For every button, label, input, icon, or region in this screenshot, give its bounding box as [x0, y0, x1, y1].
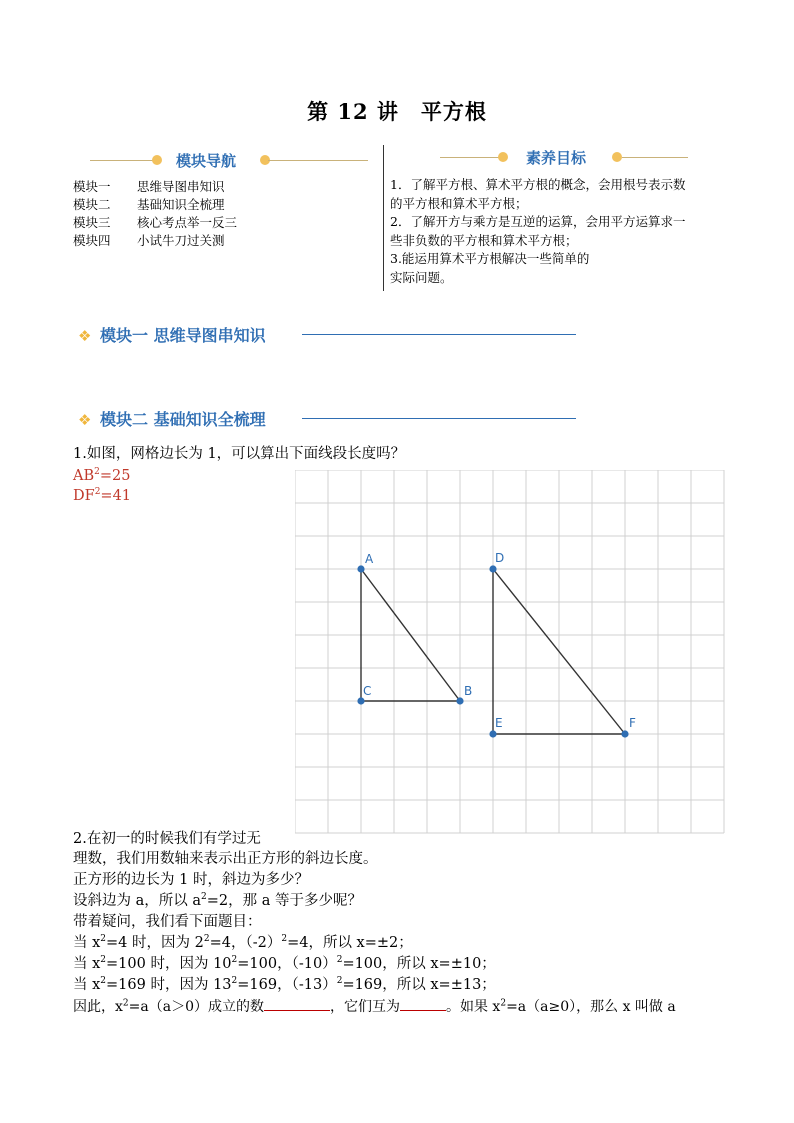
superscript: 2 — [281, 934, 288, 945]
nav-item[interactable] — [73, 178, 237, 196]
text: =4，（-2） — [209, 935, 282, 951]
answer-df — [73, 486, 131, 506]
answer-text: DF — [73, 488, 95, 504]
superscript: 2 — [100, 934, 107, 945]
question-2-line — [73, 954, 496, 974]
text: =a（a＞0）成立的数 — [128, 999, 264, 1015]
nav-item-key: 模块三 — [73, 215, 111, 230]
text: 因此，x — [73, 999, 123, 1015]
point-D — [489, 565, 496, 572]
text: ，它们互为 — [329, 999, 400, 1015]
section-header-1 — [78, 323, 578, 347]
point-label-B: B — [464, 684, 473, 698]
goal-line: 的平方根和算术平方根； — [390, 195, 528, 211]
nav-list — [73, 178, 237, 250]
section-header-2 — [78, 407, 578, 431]
nav-item-value: 核心考点举一反三 — [137, 215, 238, 230]
nav-item-value: 思维导图串知识 — [137, 179, 225, 194]
superscript: 2 — [94, 487, 101, 498]
point-label-C: C — [363, 684, 372, 698]
section-title: 模块二 基础知识全梳理 — [100, 410, 266, 429]
superscript: 2 — [336, 976, 343, 987]
superscript: 2 — [122, 998, 129, 1009]
text: 当 x — [73, 977, 101, 993]
nav-item-key: 模块一 — [73, 179, 111, 194]
banner-dot-icon — [612, 152, 622, 162]
grid-figure — [295, 470, 725, 834]
question-2-line: 理数，我们用数轴来表示出正方形的斜边长度。 — [73, 851, 378, 867]
question-2-line — [73, 891, 362, 911]
point-F — [621, 730, 628, 737]
text: =4 时，因为 2 — [106, 935, 204, 951]
point-B — [456, 697, 463, 704]
nav-item-value: 小试牛刀过关测 — [137, 233, 225, 248]
fill-blank[interactable] — [400, 996, 446, 1011]
point-label-D: D — [495, 551, 505, 565]
nav-item[interactable] — [73, 232, 237, 250]
nav-item[interactable] — [73, 214, 237, 232]
page-title: 第 12 讲 平方根 — [307, 99, 487, 124]
text: =169，（-13） — [237, 977, 337, 993]
text: =4，所以 x=±2； — [287, 935, 413, 951]
nav-item[interactable] — [73, 196, 237, 214]
banner-line — [440, 157, 502, 158]
banner-line — [622, 157, 688, 158]
superscript: 2 — [94, 467, 100, 478]
banner-dot-icon — [498, 152, 508, 162]
point-label-A: A — [365, 552, 374, 566]
goals-list — [390, 176, 730, 287]
question-2-line — [73, 996, 676, 1017]
goal-line: 1．了解平方根、算术平方根的概念，会用根号表示数 — [390, 177, 686, 192]
answer-text: =41 — [100, 488, 132, 504]
point-label-F: F — [629, 716, 636, 730]
section-title: 模块一 思维导图串知识 — [100, 326, 266, 345]
point-C — [357, 697, 364, 704]
text: =169，所以 x=±13； — [342, 977, 496, 993]
nav-item-value: 基础知识全梳理 — [137, 197, 225, 212]
superscript: 2 — [500, 998, 507, 1009]
answer-ab — [73, 466, 130, 486]
text: =100，（-10） — [237, 956, 337, 972]
diamond-icon: ❖ — [78, 327, 92, 345]
section-rule — [302, 334, 576, 335]
text: =100，所以 x=±10； — [342, 956, 496, 972]
question-2-line: 2.在初一的时候我们有学过无 — [73, 831, 261, 847]
question-2-line: 带着疑问，我们看下面题目： — [73, 914, 262, 930]
question-2-line — [73, 975, 496, 995]
goal-line: 些非负数的平方根和算术平方根； — [390, 232, 578, 248]
goal-line: 2．了解开方与乘方是互逆的运算，会用平方运算求一 — [390, 214, 686, 229]
superscript: 2 — [100, 955, 107, 966]
answer-text: =25 — [99, 468, 131, 484]
point-A — [357, 565, 364, 572]
nav-banner — [90, 150, 380, 172]
text: 当 x — [73, 935, 101, 951]
nav-item-key: 模块二 — [73, 197, 111, 212]
superscript: 2 — [100, 976, 107, 987]
question-1-text: 1.如图，网格边长为 1，可以算出下面线段长度吗？ — [73, 446, 406, 462]
superscript: 2 — [201, 892, 207, 903]
point-label-E: E — [495, 716, 503, 730]
diamond-icon: ❖ — [78, 411, 92, 429]
question-2-line — [73, 933, 413, 953]
text: =169 时，因为 13 — [106, 977, 232, 993]
nav-item-key: 模块四 — [73, 233, 111, 248]
fill-blank[interactable] — [264, 996, 330, 1011]
answer-text: AB — [73, 468, 95, 484]
superscript: 2 — [231, 976, 238, 987]
question-2-line: 正方形的边长为 1 时，斜边为多少？ — [73, 872, 309, 888]
banner-line — [268, 160, 368, 161]
text: 设斜边为 a，所以 a — [73, 893, 202, 909]
goals-heading: 素养目标 — [526, 149, 587, 167]
goal-line: 3.能运用算术平方根解决一些简单的 — [390, 251, 590, 266]
banner-dot-icon — [152, 155, 162, 165]
goals-banner — [440, 147, 690, 169]
superscript: 2 — [231, 955, 238, 966]
point-E — [489, 730, 496, 737]
superscript: 2 — [203, 934, 210, 945]
section-rule — [302, 418, 576, 419]
text: =2，那 a 等于多少呢？ — [206, 893, 362, 909]
column-divider — [383, 145, 384, 291]
banner-line — [90, 160, 155, 161]
text: =a（a≥0），那么 x 叫做 a — [506, 999, 676, 1015]
text: 当 x — [73, 956, 101, 972]
text: =100 时，因为 10 — [106, 956, 232, 972]
goal-line: 实际问题。 — [390, 269, 453, 285]
superscript: 2 — [336, 955, 343, 966]
nav-heading: 模块导航 — [176, 152, 237, 170]
text: 。如果 x — [445, 999, 501, 1015]
